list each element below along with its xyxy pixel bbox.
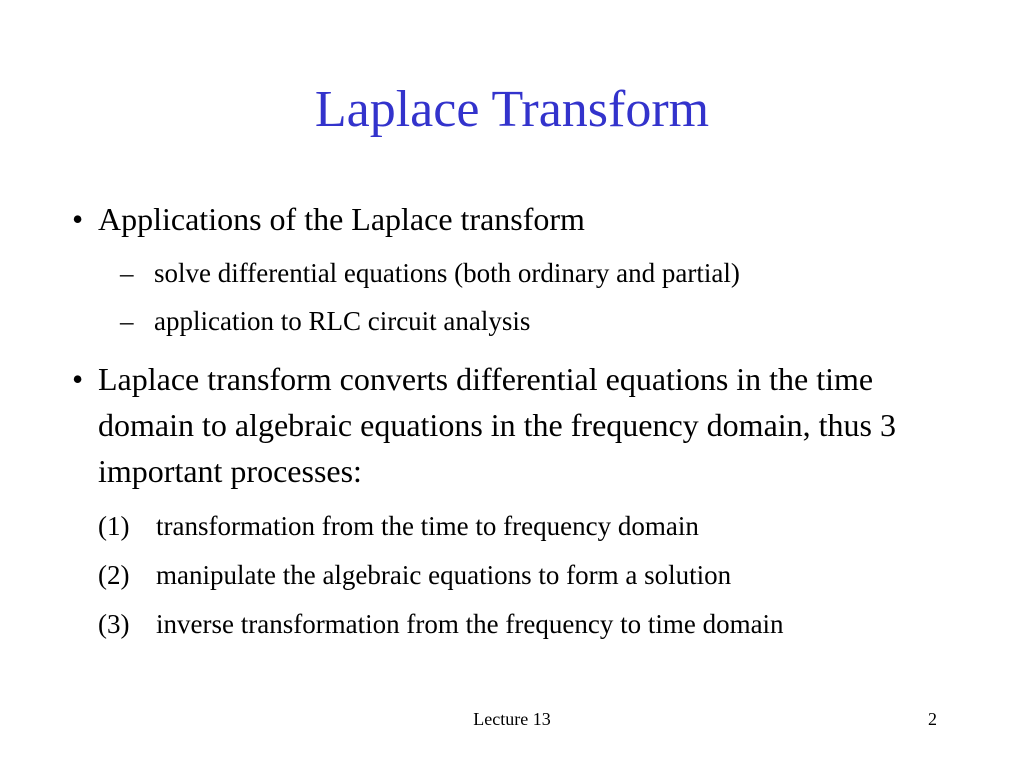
bullet-laplace-converts	[72, 356, 972, 494]
page-number: 2	[928, 709, 937, 729]
number-marker: (1)	[98, 511, 130, 541]
slide-content	[72, 196, 972, 641]
slide-title: Laplace Transform	[314, 81, 710, 138]
process-text: inverse transformation from the frequency to time domain	[156, 609, 784, 639]
bullet-text: Applications of the Laplace transform	[98, 201, 585, 237]
sub-item-text: solve differential equations (both ordinary and partial)	[154, 258, 740, 288]
sub-item-solve-differential-equations	[72, 256, 972, 290]
sub-item-rlc-circuit-analysis	[72, 304, 972, 338]
number-marker: (2)	[98, 560, 130, 590]
process-text: transformation from the time to frequency domain	[156, 511, 699, 541]
bullet-marker: •	[72, 361, 84, 397]
dash-marker: –	[120, 306, 134, 336]
footer-lecture-label: Lecture 13	[473, 709, 551, 729]
sub-item-text: application to RLC circuit analysis	[154, 306, 531, 336]
dash-marker: –	[120, 258, 134, 288]
bullet-text: Laplace transform converts differential equations in the time domain to algebraic equations in the frequency domain, thus 3 important processes:	[98, 361, 896, 489]
process-item-3	[72, 607, 972, 641]
process-text: manipulate the algebraic equations to form a solution	[156, 560, 732, 590]
process-item-1	[72, 509, 972, 543]
bullet-marker: •	[72, 201, 84, 237]
process-item-2	[72, 558, 972, 592]
number-marker: (3)	[98, 609, 130, 639]
bullet-applications	[72, 196, 972, 242]
